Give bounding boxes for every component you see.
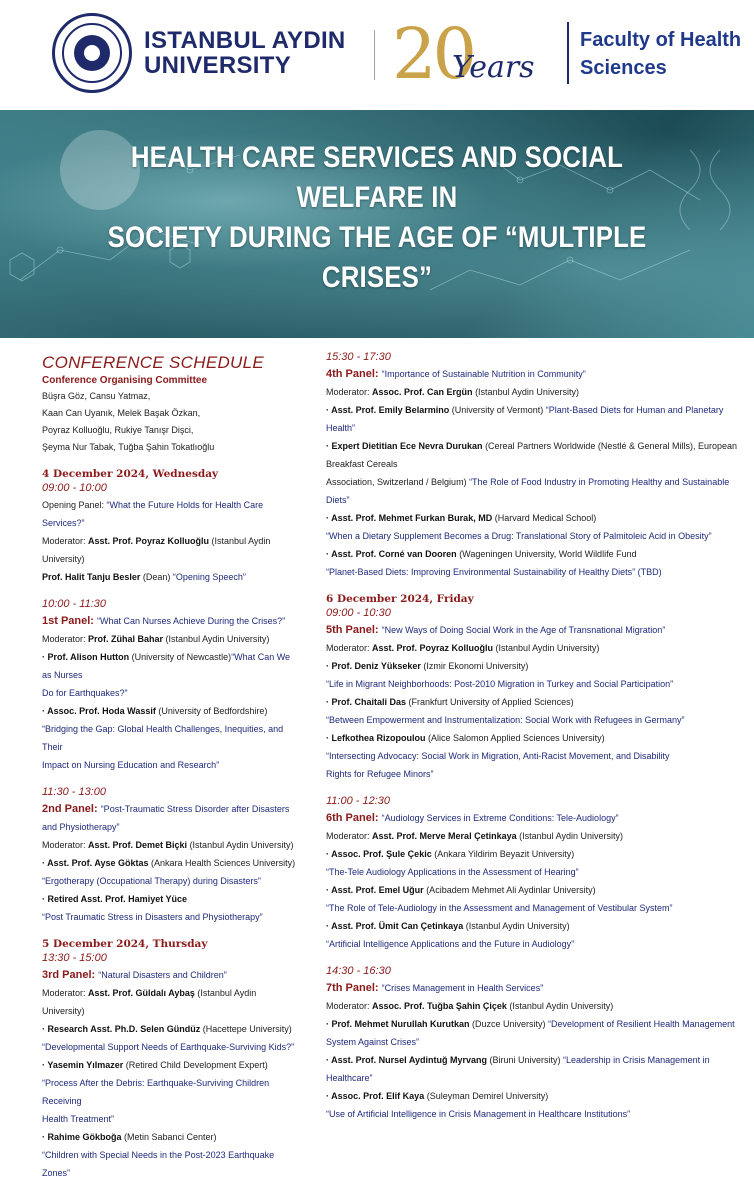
speaker-name: · Rahime Gökboğa: [42, 1132, 122, 1142]
schedule-right-column: [326, 350, 738, 1123]
speaker-line: [326, 881, 738, 899]
speaker-name: · Assoc. Prof. Elif Kaya: [326, 1091, 425, 1101]
affiliation: (University of Vermont): [449, 405, 546, 415]
affiliation: (Suleyman Demirel University): [424, 1091, 549, 1101]
panel-topic: “Crises Management in Health Services”: [381, 983, 544, 993]
moderator-prefix: Moderator:: [326, 643, 373, 653]
affiliation: (Cereal Partners Worldwide (Nestlé & General Mills), European Breakfast Cereals: [326, 441, 737, 469]
speaker-line: [326, 845, 738, 863]
conference-title-line1: HEALTH CARE SERVICES AND SOCIAL WELFARE IN: [130, 141, 624, 214]
moderator-name: Prof. Zühal Bahar: [88, 634, 164, 644]
talk-title: “Leadership in Crisis Management in Healthcare”: [326, 1055, 710, 1083]
session-time: 09:00 - 10:00: [42, 482, 107, 494]
panel-topic: “Importance of Sustainable Nutrition in Community”: [381, 369, 586, 379]
faculty-name-line1: Faculty of Health: [580, 29, 742, 51]
anniversary-number: 20: [392, 13, 474, 95]
panel-topic: “What the Future Holds for Health Care Services?”: [42, 500, 264, 528]
talk-title: “The Role of Food Industry in Promoting Healthy and Sustainable Diets”: [326, 477, 730, 505]
anniversary-logo: [392, 14, 552, 94]
panel-topic: “Post-Traumatic Stress Disorder after Disasters: [100, 804, 290, 814]
moderator-line: [42, 836, 300, 854]
moderator-name: Assoc. Prof. Can Ergün: [372, 387, 473, 397]
header-divider: [374, 30, 375, 80]
speaker-name: · Asst. Prof. Mehmet Furkan Burak, MD: [326, 513, 493, 523]
talk-title-cont: Health Treatment”: [42, 1114, 115, 1124]
speaker-name: · Assoc. Prof. Şule Çekic: [326, 849, 432, 859]
panel-label: 3rd Panel:: [42, 969, 99, 981]
panel-label: 6th Panel:: [326, 812, 382, 824]
affiliation: (Hacettepe University): [200, 1024, 292, 1034]
speaker-line: [42, 568, 300, 586]
affiliation: (Alice Salomon Applied Sciences University): [425, 733, 605, 743]
speaker-name: · Asst. Prof. Nursel Aydintuğ Myrvang: [326, 1055, 488, 1065]
affiliation: (University of Bedfordshire): [155, 706, 268, 716]
speaker-line: [326, 1051, 738, 1087]
moderator-line: [42, 984, 300, 1020]
session-time: 10:00 - 11:30: [42, 598, 107, 610]
panel-heading: [42, 800, 300, 818]
session-time: 09:00 - 10:30: [326, 607, 391, 619]
speaker-name: · Prof. Mehmet Nurullah Kurutkan: [326, 1019, 470, 1029]
speaker-line: [42, 890, 300, 908]
university-name-line2: UNIVERSITY: [144, 52, 292, 79]
affiliation: (Istanbul Aydin University): [472, 387, 579, 397]
committee-member-line: Şeyma Nur Tabak, Tuğba Şahin Tokatlıoğlu: [42, 442, 215, 452]
affiliation: (Acibadem Mehmet Ali Aydinlar University): [423, 885, 596, 895]
speaker-name: · Asst. Prof. Ümit Can Çetinkaya: [326, 921, 464, 931]
talk-title: “Use of Artificial Intelligence in Crisis Management in Healthcare Institutions”: [326, 1109, 631, 1119]
panel-heading: [326, 621, 738, 639]
day-date: 6 December 2024, Friday: [326, 593, 474, 605]
speaker-name: · Asst. Prof. Ayse Göktas: [42, 858, 149, 868]
talk-title-cont: Impact on Nursing Education and Research”: [42, 760, 220, 770]
university-name-line1: ISTANBUL AYDIN: [144, 27, 346, 54]
schedule-title: CONFERENCE SCHEDULE: [42, 353, 265, 372]
panel-heading: [326, 365, 738, 383]
committee-member-line: Kaan Can Uyanık, Melek Başak Özkan,: [42, 408, 201, 418]
moderator-prefix: Moderator:: [326, 387, 373, 397]
speaker-name: · Assoc. Prof. Hoda Wassif: [42, 706, 156, 716]
panel-topic-cont: and Physiotherapy”: [42, 822, 120, 832]
affiliation: (Ankara Yildirim Beyazit University): [431, 849, 575, 859]
panel-topic: “What Can Nurses Achieve During the Crises?”: [97, 616, 286, 626]
header-divider-2: [567, 22, 569, 84]
affiliation: (Dean): [140, 572, 173, 582]
talk-title: “The-Tele Audiology Applications in the Assessment of Hearing”: [326, 867, 579, 877]
affiliation: (Istanbul Aydin University): [163, 634, 270, 644]
moderator-line: [42, 630, 300, 648]
speaker-line: [42, 1056, 300, 1074]
talk-title: “Planet-Based Diets: Improving Environmental Sustainability of Healthy Diets” (TBD): [326, 567, 662, 577]
opening-panel: [42, 496, 300, 532]
seal-center: [74, 35, 110, 71]
speaker-name: · Prof. Deniz Yükseker: [326, 661, 421, 671]
talk-title: “Plant-Based Diets for Human and Planetary Health”: [326, 405, 724, 433]
moderator-name: Asst. Prof. Merve Meral Çetinkaya: [372, 831, 517, 841]
talk-title: “Development of Resilient Health Management: [548, 1019, 735, 1029]
moderator-prefix: Moderator:: [42, 988, 89, 998]
speaker-name: · Research Asst. Ph.D. Selen Gündüz: [42, 1024, 201, 1034]
speaker-line: [42, 702, 300, 720]
university-name: [144, 28, 346, 78]
moderator-name: Assoc. Prof. Tuğba Şahin Çiçek: [372, 1001, 507, 1011]
affiliation: (Istanbul Aydin University): [42, 536, 271, 564]
moderator-name: Asst. Prof. Demet Biçki: [88, 840, 188, 850]
speaker-line: [326, 545, 738, 563]
session-time: 14:30 - 16:30: [326, 965, 391, 977]
affiliation: Association, Switzerland / Belgium): [326, 477, 470, 487]
faculty-name-line2: Sciences: [580, 57, 667, 79]
panel-topic: “Audiology Services in Extreme Conditions: Tele-Audiology”: [381, 813, 619, 823]
speaker-line: [326, 437, 738, 473]
speaker-name: Prof. Halit Tanju Besler: [42, 572, 141, 582]
session-time: 11:00 - 12:30: [326, 795, 391, 807]
panel-heading: [42, 966, 300, 984]
speaker-name: · Prof. Chaitali Das: [326, 697, 407, 707]
moderator-line: [326, 383, 738, 401]
committee-member-line: Büşra Göz, Cansu Yatmaz,: [42, 391, 151, 401]
panel-label: 7th Panel:: [326, 982, 382, 994]
speaker-name: · Prof. Alison Hutton: [42, 652, 130, 662]
panel-label: 5th Panel:: [326, 624, 382, 636]
talk-title: “Between Empowerment and Instrumentalization: Social Work with Refugees in Germany”: [326, 715, 685, 725]
speaker-line: [326, 1087, 738, 1105]
moderator-prefix: Moderator:: [42, 536, 89, 546]
speaker-name: · Yasemin Yılmazer: [42, 1060, 124, 1070]
moderator-prefix: Moderator:: [326, 1001, 373, 1011]
affiliation: (Ankara Health Sciences University): [148, 858, 296, 868]
affiliation: (Istanbul Aydin University): [42, 988, 257, 1016]
conference-title: [87, 138, 667, 298]
talk-title: “Intersecting Advocacy: Social Work in Migration, Anti-Racist Movement, and Disability: [326, 751, 670, 761]
session-time: 13:30 - 15:00: [42, 952, 107, 964]
committee-title: Conference Organising Committee: [42, 375, 208, 386]
moderator-line: [326, 827, 738, 845]
affiliation: (Wageningen University, World Wildlife Fund: [456, 549, 637, 559]
hero-banner: [0, 110, 754, 338]
moderator-prefix: Moderator:: [326, 831, 373, 841]
panel-heading: [326, 979, 738, 997]
session-time: 15:30 - 17:30: [326, 351, 391, 363]
talk-title-cont: Rights for Refugee Minors”: [326, 769, 434, 779]
talk-title: “Artificial Intelligence Applications and the Future in Audiology”: [326, 939, 575, 949]
moderator-name: Asst. Prof. Güldalı Aybaş: [88, 988, 195, 998]
affiliation: (Istanbul Aydin University): [463, 921, 570, 931]
speaker-name: · Lefkothea Rizopoulou: [326, 733, 426, 743]
panel-topic: “Natural Disasters and Children”: [98, 970, 227, 980]
speaker-line: [326, 401, 738, 437]
affiliation: (University of Newcastle): [129, 652, 232, 662]
speaker-line: [42, 1020, 300, 1038]
affiliation: (Istanbul Aydin University): [493, 643, 600, 653]
affiliation: (Harvard Medical School): [492, 513, 597, 523]
affiliation: (Frankfurt University of Applied Sciences): [406, 697, 574, 707]
speaker-line: [326, 1015, 738, 1033]
conference-title-line2: SOCIETY DURING THE AGE OF “MULTIPLE CRISES”: [107, 221, 647, 294]
talk-title: “Developmental Support Needs of Earthquake-Surviving Kids?”: [42, 1042, 295, 1052]
committee-member-line: Poyraz Kolluoğlu, Rukiye Tanışr Dişci,: [42, 425, 194, 435]
speaker-line: [42, 854, 300, 872]
talk-title-cont: System Against Crises”: [326, 1037, 420, 1047]
faculty-name: [580, 26, 741, 82]
talk-title: “When a Dietary Supplement Becomes a Drug: Translational Story of Palmitoleic Acid in Obesity”: [326, 531, 712, 541]
panel-label: 4th Panel:: [326, 368, 382, 380]
affiliation: (Duzce University): [469, 1019, 549, 1029]
talk-title: “The Role of Tele-Audiology in the Assessment and Management of Vestibular System”: [326, 903, 673, 913]
moderator-line: [326, 639, 738, 657]
panel-label: Opening Panel:: [42, 500, 107, 510]
speaker-line: [326, 729, 738, 747]
speaker-line: [326, 917, 738, 935]
talk-title-cont: Do for Earthquakes?”: [42, 688, 128, 698]
speaker-line: [42, 1128, 300, 1146]
affiliation: (Istanbul Aydin University): [187, 840, 294, 850]
affiliation: (Istanbul Aydin University): [506, 1001, 614, 1011]
anniversary-word: Years: [452, 50, 535, 85]
talk-title: “Bridging the Gap: Global Health Challenges, Inequities, and Their: [42, 724, 284, 752]
moderator-name: Asst. Prof. Poyraz Kolluoğlu: [88, 536, 210, 546]
university-seal-logo: [52, 13, 132, 93]
talk-title: “Opening Speech”: [172, 572, 246, 582]
speaker-line: [326, 693, 738, 711]
speaker-line: [326, 509, 738, 527]
panel-label: 1st Panel:: [42, 615, 98, 627]
moderator-prefix: Moderator:: [42, 634, 89, 644]
speaker-name: · Asst. Prof. Emily Belarmino: [326, 405, 450, 415]
speaker-line: [326, 657, 738, 675]
talk-title: “Children with Special Needs in the Post-2023 Earthquake Zones”: [42, 1150, 275, 1178]
moderator-line: [326, 997, 738, 1015]
moderator-name: Asst. Prof. Poyraz Kolluoğlu: [372, 643, 494, 653]
speaker-line-cont: [326, 473, 738, 509]
speaker-name: · Asst. Prof. Corné van Dooren: [326, 549, 457, 559]
speaker-line: [42, 648, 300, 684]
panel-heading: [326, 809, 738, 827]
speaker-name: · Retired Asst. Prof. Hamiyet Yüce: [42, 894, 188, 904]
session-time: 11:30 - 13:00: [42, 786, 107, 798]
affiliation: (Retired Child Development Expert): [123, 1060, 268, 1070]
panel-label: 2nd Panel:: [42, 803, 101, 815]
talk-title: “Post Traumatic Stress in Disasters and Physiotherapy”: [42, 912, 263, 922]
header: [0, 0, 754, 110]
speaker-name: · Expert Dietitian Ece Nevra Durukan: [326, 441, 483, 451]
moderator-prefix: Moderator:: [42, 840, 89, 850]
talk-title: “Process After the Debris: Earthquake-Surviving Children Receiving: [42, 1078, 270, 1106]
day-date: 5 December 2024, Thursday: [42, 938, 208, 950]
panel-heading: [42, 612, 300, 630]
affiliation: (Biruni University): [487, 1055, 564, 1065]
affiliation: (Istanbul Aydin University): [516, 831, 623, 841]
talk-title: “Ergotherapy (Occupational Therapy) during Disasters”: [42, 876, 261, 886]
speaker-name: · Asst. Prof. Emel Uğur: [326, 885, 424, 895]
affiliation: (Izmir Ekonomi University): [420, 661, 529, 671]
day-date: 4 December 2024, Wednesday: [42, 468, 219, 480]
moderator-line: [42, 532, 300, 568]
talk-title: “What Can We as Nurses: [42, 652, 291, 680]
talk-title: “Life in Migrant Neighborhoods: Post-2010 Migration in Turkey and Social Participation”: [326, 679, 674, 689]
schedule-left-column: [42, 352, 300, 1182]
affiliation: (Metin Sabanci Center): [121, 1132, 217, 1142]
panel-topic: “New Ways of Doing Social Work in the Age of Transnational Migration”: [381, 625, 666, 635]
